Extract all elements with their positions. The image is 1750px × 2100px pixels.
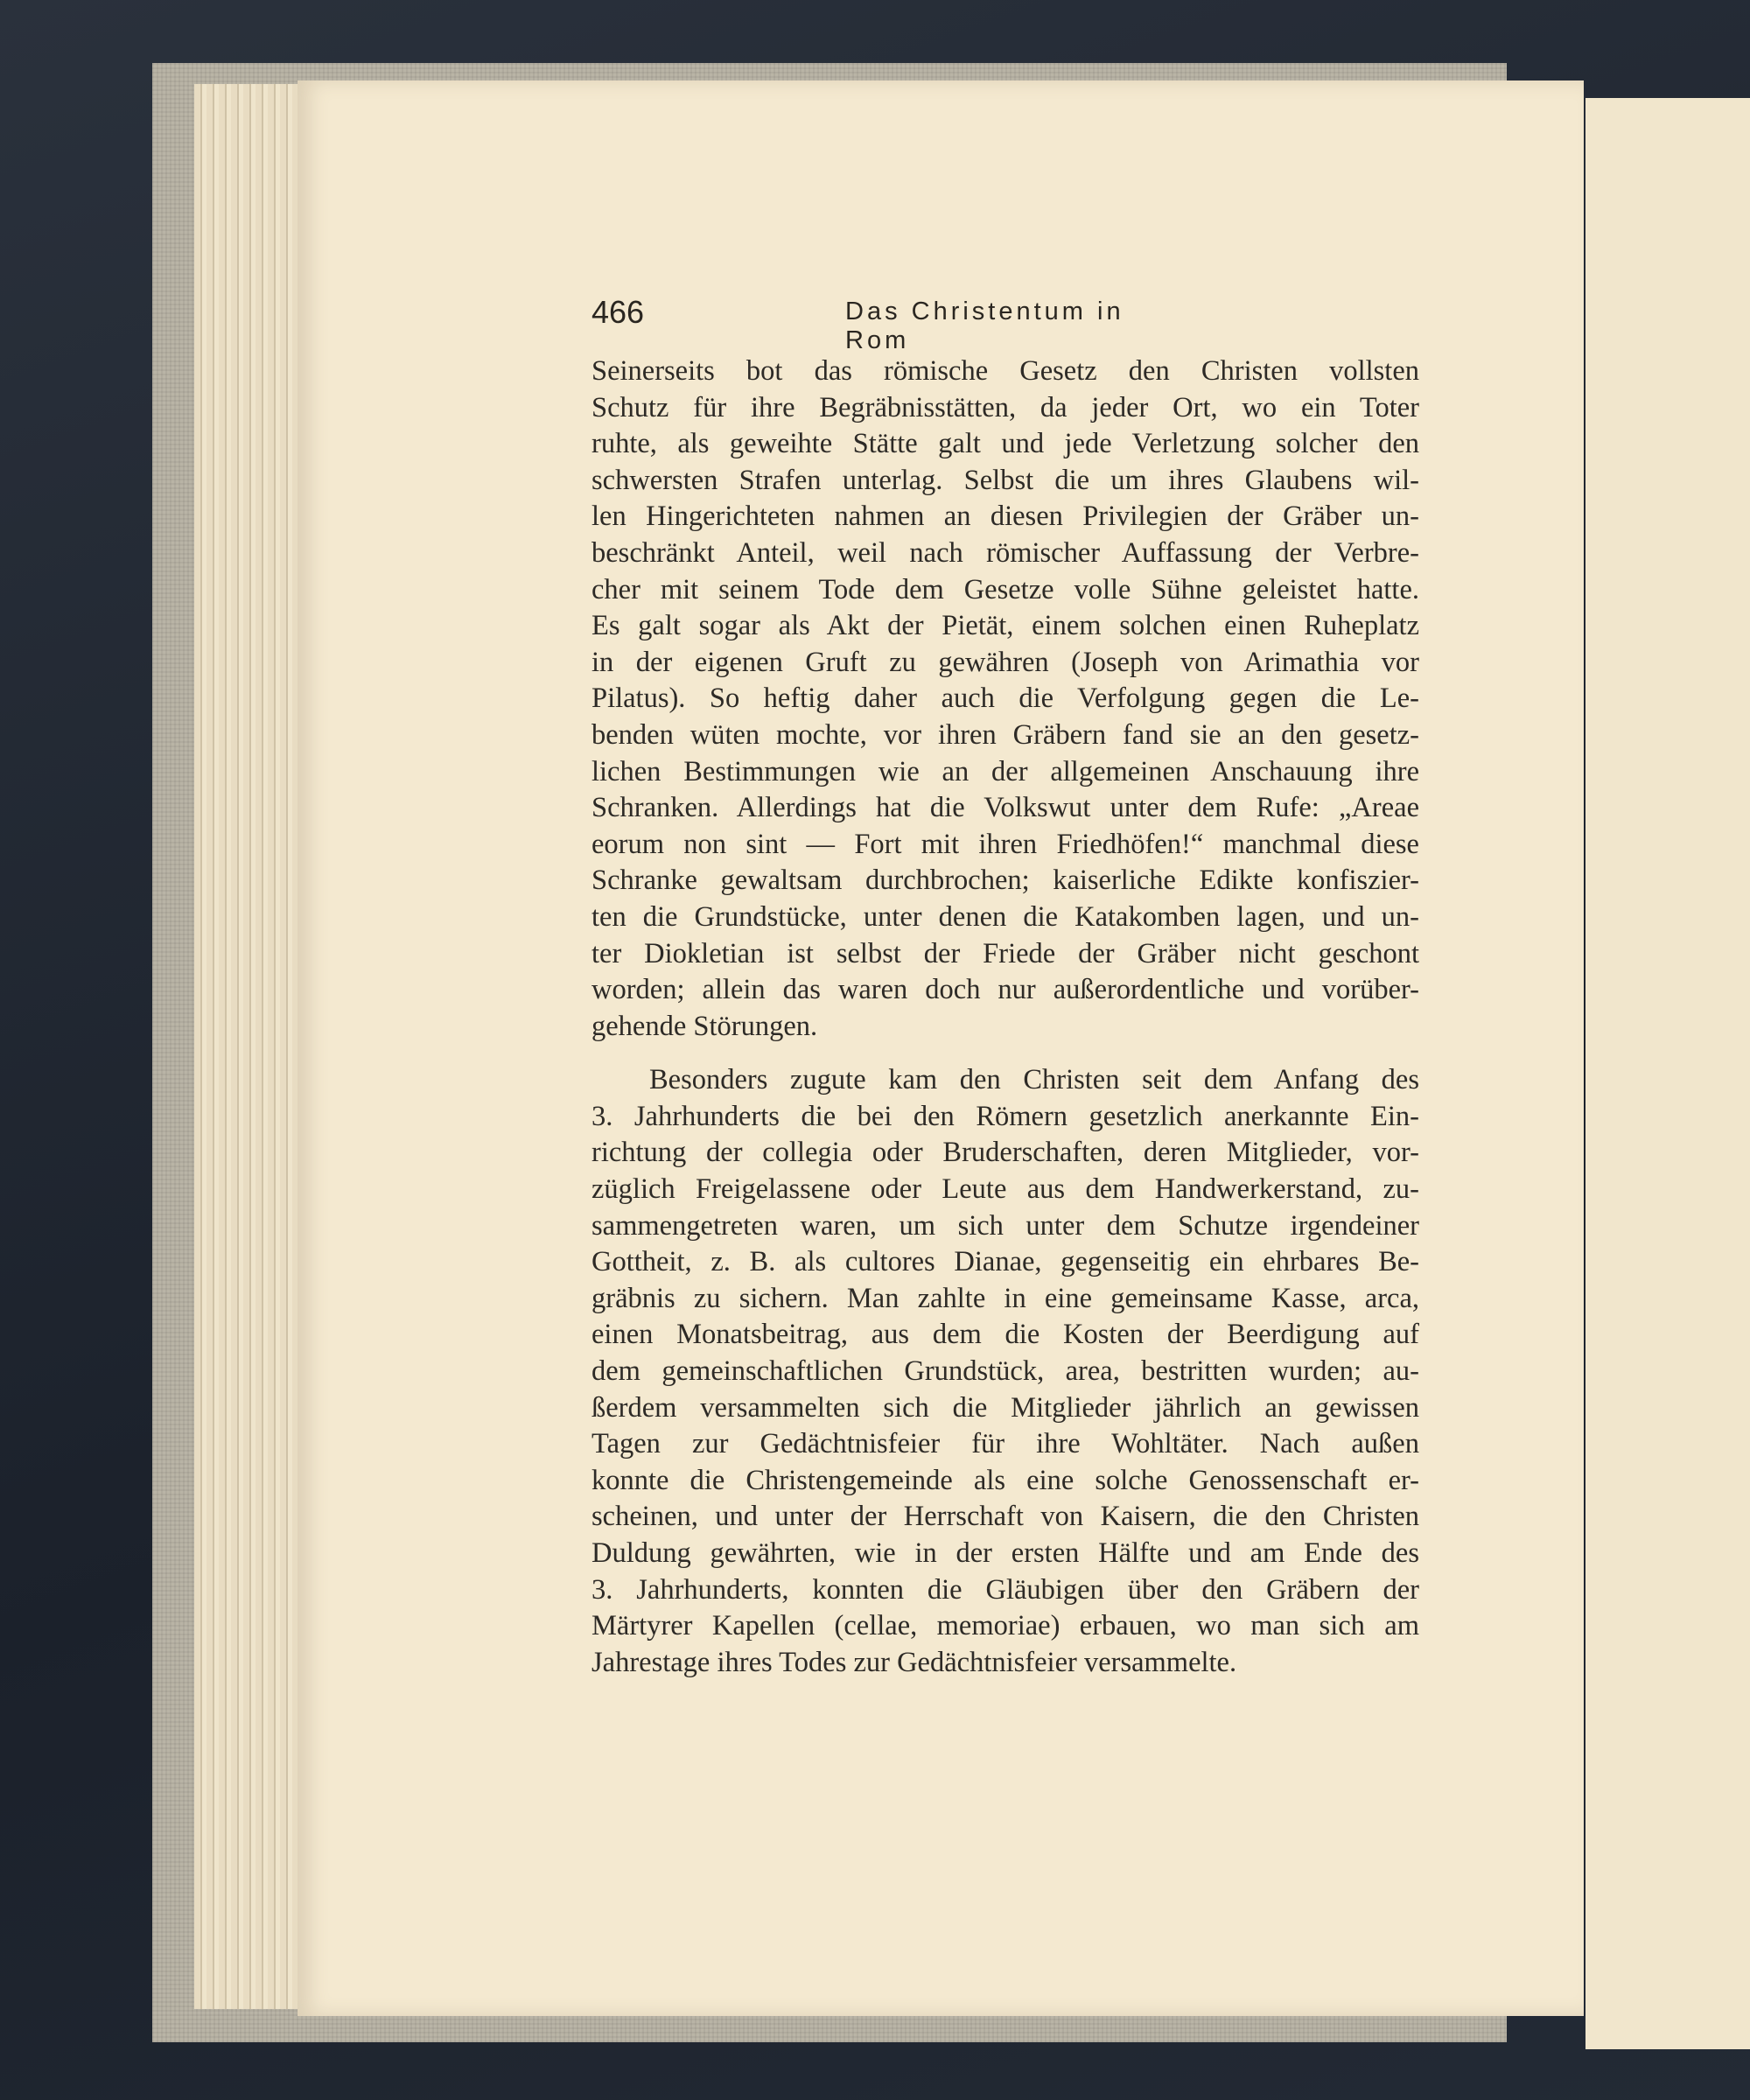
text-line: beschränkt Anteil, weil nach römischer Auffassung der Verbre- xyxy=(592,536,1419,569)
text-line: ten die Grundstücke, unter denen die Katakomben lagen, und un- xyxy=(592,900,1419,933)
text-line: sammengetreten waren, um sich unter dem Schutze irgendeiner xyxy=(592,1209,1419,1242)
page-edges xyxy=(194,84,308,2009)
text-line: cher mit seinem Tode dem Gesetze volle Sühne geleistet hatte. xyxy=(592,573,1419,606)
text-line: Schutz für ihre Begräbnisstätten, da jeder Ort, wo ein Toter xyxy=(592,391,1419,424)
paragraph-2 xyxy=(592,1062,1419,1681)
text-line: 3. Jahrhunderts, konnten die Gläubigen über den Gräbern der xyxy=(592,1573,1419,1606)
text-line: Seinerseits bot das römische Gesetz den Christen vollsten xyxy=(592,355,1419,387)
text-line: richtung der collegia oder Bruderschaften, deren Mitglieder, vor- xyxy=(592,1137,1419,1169)
text-line: len Hingerichteten nahmen an diesen Privilegien der Gräber un- xyxy=(592,500,1419,533)
text-line: Besonders zugute kam den Christen seit dem Anfang des xyxy=(649,1064,1419,1096)
text-line: züglich Freigelassene oder Leute aus dem Handwerkerstand, zu- xyxy=(592,1173,1419,1206)
running-head xyxy=(592,294,1186,354)
text-line: Schranken. Allerdings hat die Volkswut unter dem Rufe: „Areae xyxy=(592,792,1419,824)
text-line: 3. Jahrhunderts die bei den Römern gesetzlich anerkannte Ein- xyxy=(592,1100,1419,1132)
text-line: gehende Störungen. xyxy=(592,1010,818,1042)
text-line: Gottheit, z. B. als cultores Dianae, gegenseitig ein ehrbares Be- xyxy=(592,1246,1419,1278)
text-line: eorum non sint — Fort mit ihren Friedhöfen!“ manchmal diese xyxy=(592,828,1419,860)
text-line: gräbnis zu sichern. Man zahlte in eine gemeinsame Kasse, arca, xyxy=(592,1282,1419,1314)
text-line: Tagen zur Gedächtnisfeier für ihre Wohltäter. Nach außen xyxy=(592,1428,1419,1460)
text-line: ter Diokletian ist selbst der Friede der Gräber nicht geschont xyxy=(592,937,1419,970)
text-line: worden; allein das waren doch nur außerordentliche und vorüber- xyxy=(592,974,1419,1006)
text-line: scheinen, und unter der Herrschaft von Kaisern, die den Christen xyxy=(592,1501,1419,1533)
text-line: Es galt sogar als Akt der Pietät, einem solchen einen Ruheplatz xyxy=(592,610,1419,642)
text-line: Pilatus). So heftig daher auch die Verfolgung gegen die Le- xyxy=(592,682,1419,715)
text-line: konnte die Christengemeinde als eine solche Genossenschaft er- xyxy=(592,1464,1419,1496)
text-line: ruhte, als geweihte Stätte galt und jede Verletzung solcher den xyxy=(592,428,1419,460)
text-line: benden wüten mochte, vor ihren Gräbern fand sie an den gesetz- xyxy=(592,718,1419,751)
body-text xyxy=(592,354,1419,1681)
running-title: Das Christentum in Rom xyxy=(845,298,1124,354)
text-line: Märtyrer Kapellen (cellae, memoriae) erbauen, wo man sich am xyxy=(592,1610,1419,1642)
paragraph-1 xyxy=(592,354,1419,1045)
text-line: ßerdem versammelten sich die Mitglieder jährlich an gewissen xyxy=(592,1391,1419,1424)
page-number: 466 xyxy=(592,294,645,330)
text-line: Schranke gewaltsam durchbrochen; kaiserliche Edikte konfiszier- xyxy=(592,864,1419,897)
text-line: dem gemeinschaftlichen Grundstück, area, bestritten wurden; au- xyxy=(592,1355,1419,1388)
text-line: Jahrestage ihres Todes zur Gedächtnisfeier versammelte. xyxy=(592,1646,1237,1678)
facing-page-edge xyxy=(1586,98,1750,2049)
text-line: schwersten Strafen unterlag. Selbst die um ihres Glaubens wil- xyxy=(592,464,1419,496)
text-line: lichen Bestimmungen wie an der allgemeinen Anschauung ihre xyxy=(592,755,1419,788)
text-line: einen Monatsbeitrag, aus dem die Kosten der Beerdigung auf xyxy=(592,1319,1419,1351)
text-line: in der eigenen Gruft zu gewähren (Joseph von Arimathia vor xyxy=(592,646,1419,678)
text-line: Duldung gewährten, wie in der ersten Hälfte und am Ende des xyxy=(592,1537,1419,1569)
